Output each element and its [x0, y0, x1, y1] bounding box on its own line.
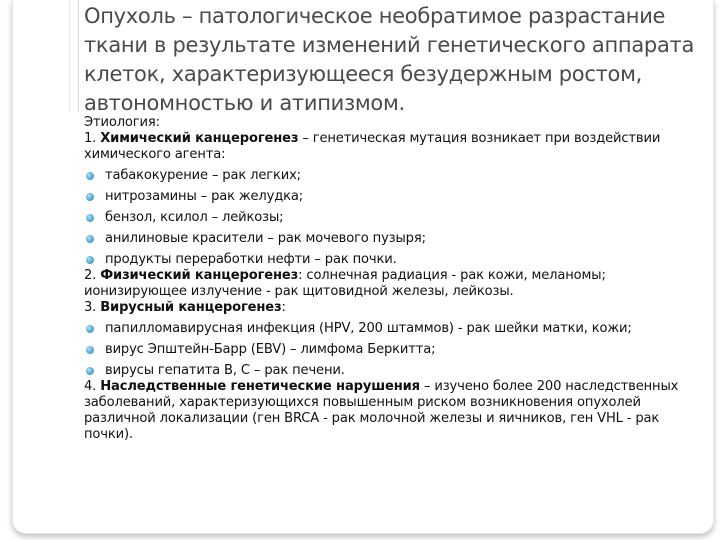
section-text: : солнечная радиация - рак кожи, меланомы; ионизирующее излучение - рак щитовидной железы, лейкозы. [84, 268, 606, 299]
section-chemical [84, 131, 700, 163]
list-item: табакокурение – рак легких; [84, 168, 700, 184]
bullet-icon [86, 325, 94, 333]
list-item: анилиновые красители – рак мочевого пузыря; [84, 231, 700, 247]
bullet-icon [86, 172, 94, 180]
chemical-list [84, 168, 700, 268]
bullet-icon [86, 193, 94, 201]
etiology-label: Этиология: [84, 115, 160, 130]
bullet-icon [86, 346, 94, 354]
bullet-icon [86, 256, 94, 264]
slide-body [84, 115, 700, 443]
list-item: нитрозамины – рак желудка; [84, 189, 700, 205]
section-hereditary [84, 379, 700, 443]
section-text: – изучено более 200 наследственных заболеваний, характеризующихся повышенным риском возникновения опухолей различной локализации (ген BRCA - рак молочной железы и яичников, ген VHL - рак почки). [84, 379, 679, 442]
section-heading: Наследственные генетические нарушения [100, 379, 420, 394]
list-item: вирусы гепатита В, С – рак печени. [84, 363, 700, 379]
list-item: продукты переработки нефти – рак почки. [84, 252, 700, 268]
section-number: 2. [84, 268, 97, 283]
list-item: папилломавирусная инфекция (HPV, 200 штаммов) - рак шейки матки, кожи; [84, 321, 700, 337]
list-item: бензол, ксилол – лейкозы; [84, 210, 700, 226]
section-heading: Химический канцерогенез [100, 131, 299, 146]
section-number: 4. [84, 379, 97, 394]
decorative-rule [69, 0, 70, 112]
list-item: вирус Эпштейн-Барр (EBV) – лимфома Беркитта; [84, 342, 700, 358]
section-heading: Вирусный канцерогенез [100, 300, 282, 315]
section-heading: Физический канцерогенез [100, 268, 299, 283]
bullet-icon [86, 235, 94, 243]
section-number: 3. [84, 300, 97, 315]
bullet-icon [86, 367, 94, 375]
section-physical [84, 268, 700, 300]
viral-list [84, 321, 700, 379]
section-number: 1. [84, 131, 97, 146]
decorative-rule [78, 0, 79, 112]
section-text: : [281, 300, 286, 315]
section-viral [84, 300, 700, 316]
section-text: – генетическая мутация возникает при воздействии химического агента: [84, 131, 661, 162]
slide-title: Опухоль – патологическое необратимое разрастание ткани в результате изменений генетического аппарата клеток, характеризующееся безудержным ростом, автономностью и атипизмом. [84, 4, 695, 115]
bullet-icon [86, 214, 94, 222]
